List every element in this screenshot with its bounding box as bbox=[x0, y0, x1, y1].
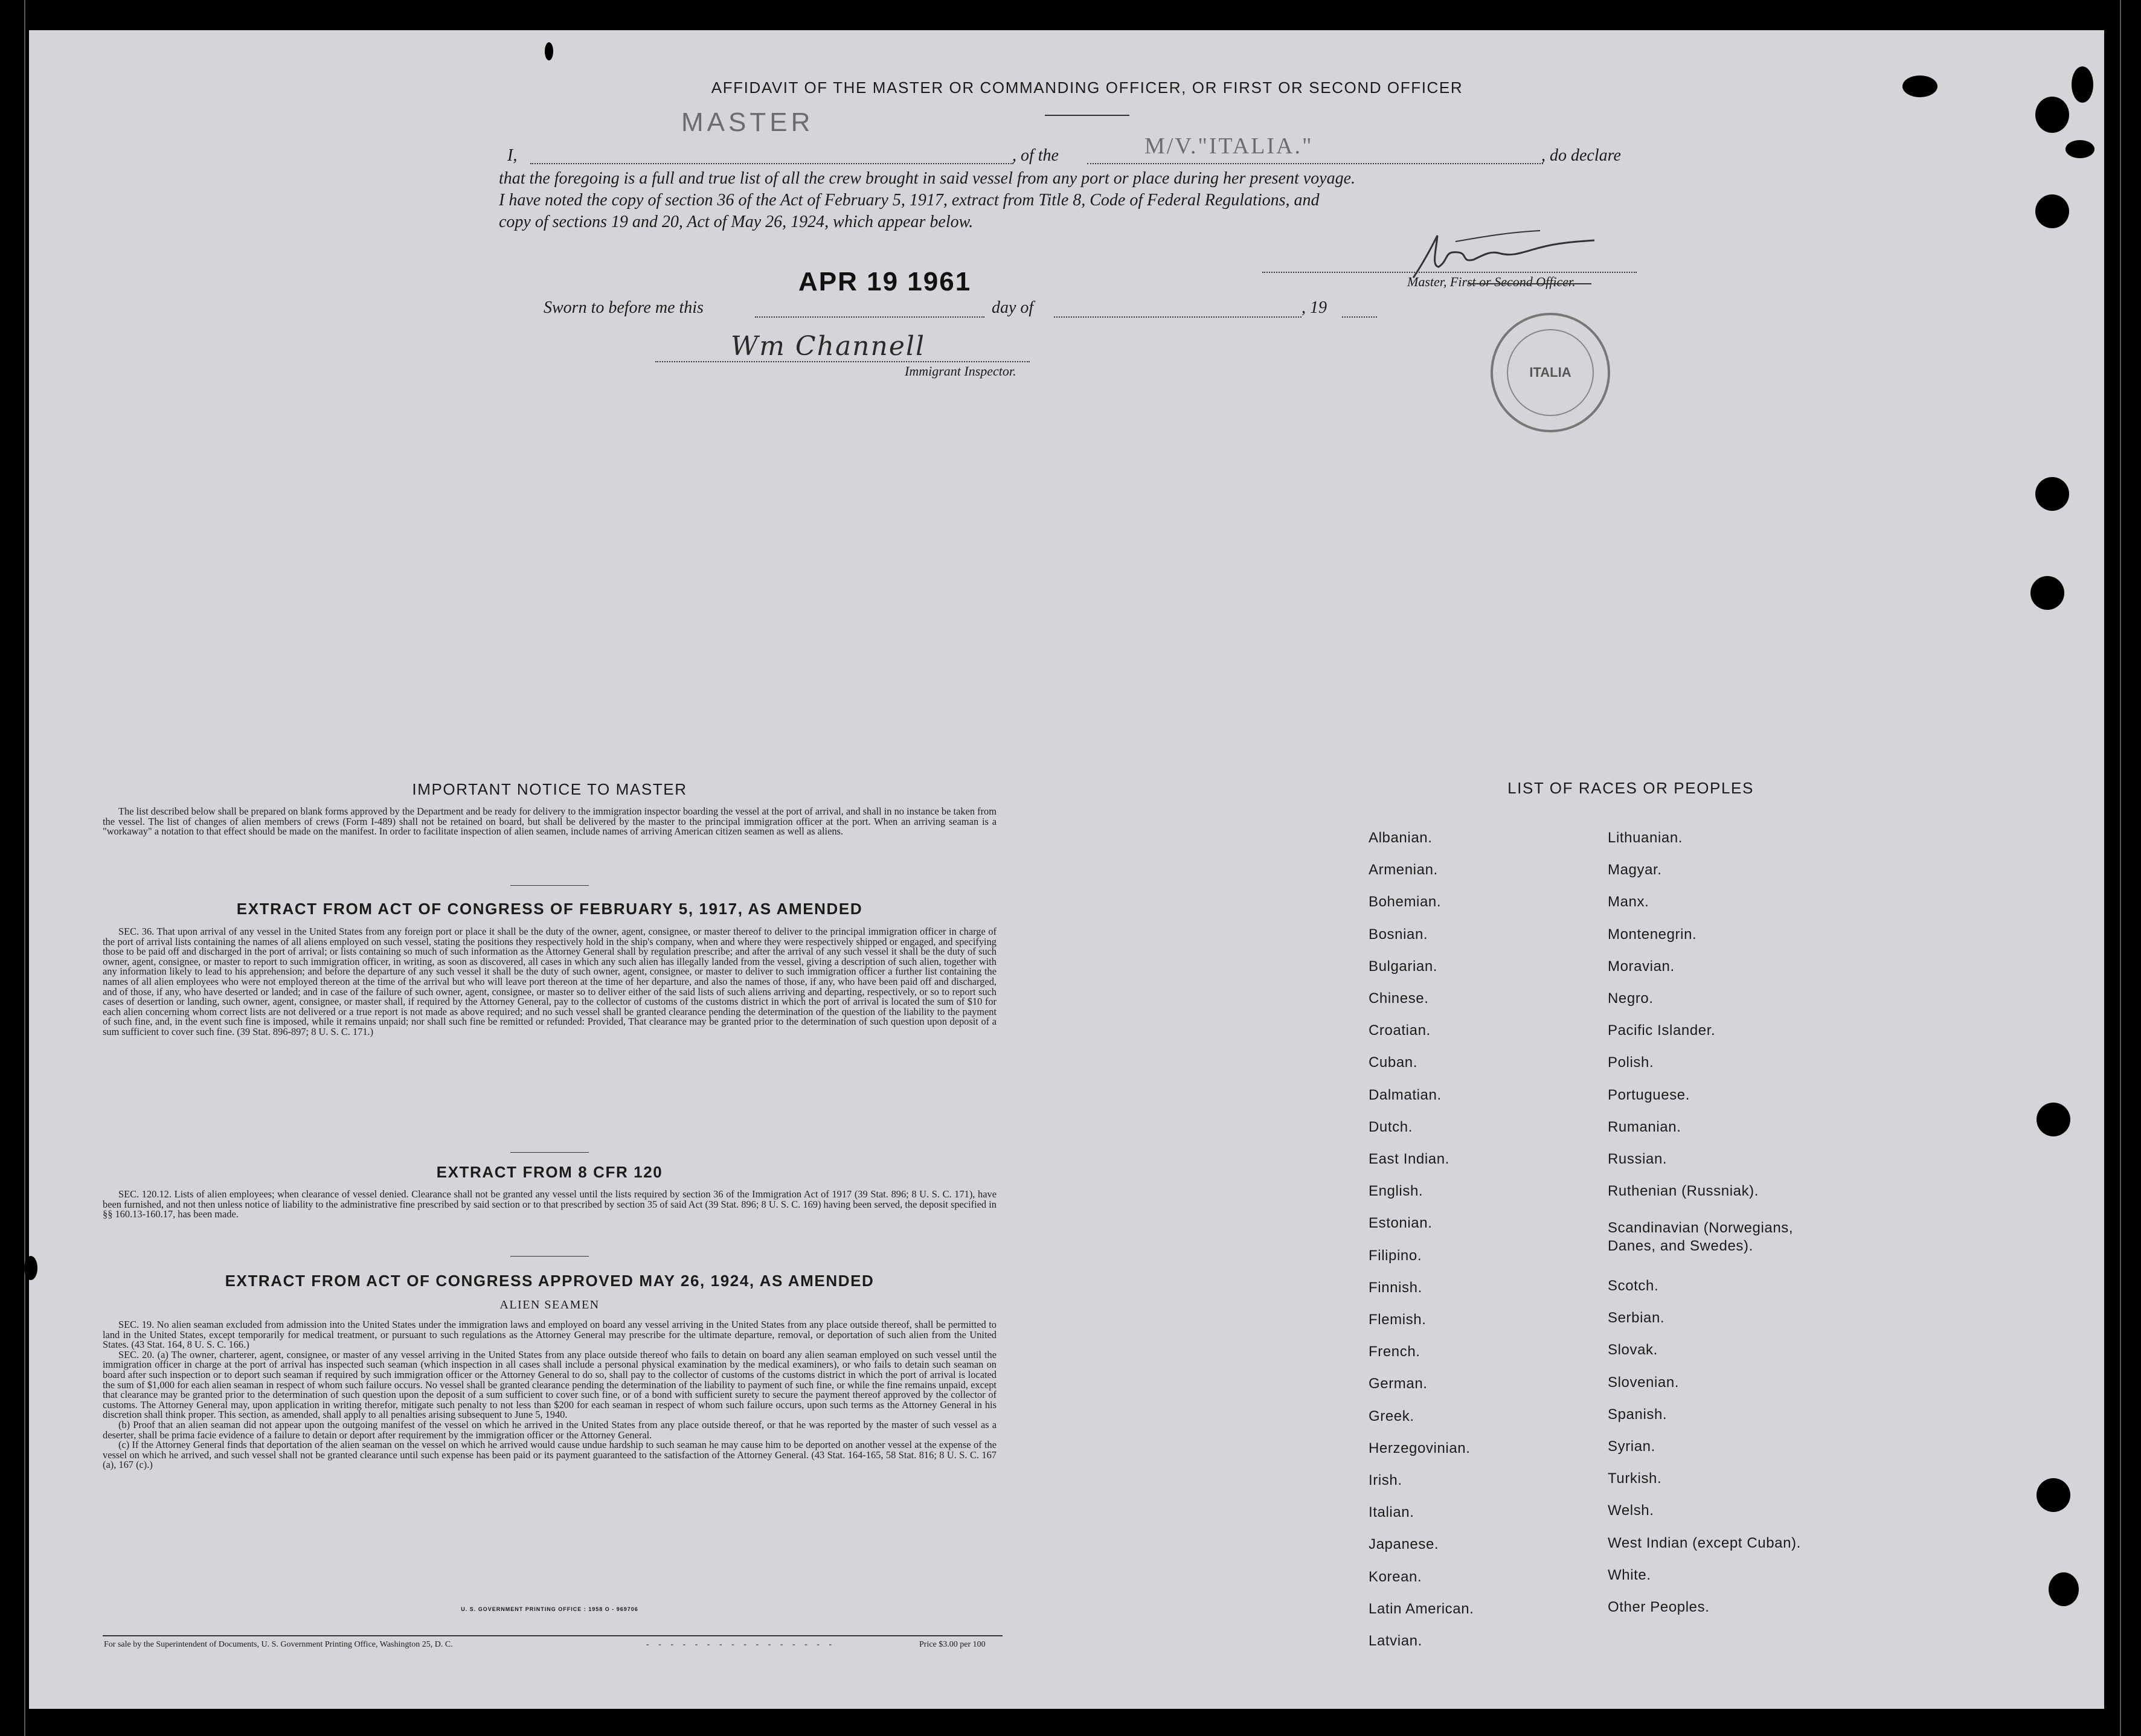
race-entry: Russian. bbox=[1608, 1151, 1668, 1167]
race-entry: Montenegrin. bbox=[1608, 926, 1697, 943]
ship-seal-inner bbox=[1507, 329, 1594, 416]
right-film-edge bbox=[2120, 0, 2121, 1736]
sworn-day-line bbox=[755, 316, 984, 318]
race-entry: Serbian. bbox=[1608, 1310, 1665, 1326]
race-entry: Scandinavian (Norwegians, bbox=[1608, 1220, 1794, 1236]
officer-caption: Master, First or Second Officer. bbox=[1407, 274, 1576, 289]
race-entry: Albanian. bbox=[1369, 830, 1433, 846]
race-entry: White. bbox=[1608, 1567, 1651, 1583]
sworn-label: Sworn to before me this bbox=[544, 298, 704, 317]
race-entry: Dalmatian. bbox=[1369, 1086, 1442, 1103]
title-underline bbox=[1045, 115, 1129, 116]
extract-cfr-body bbox=[103, 1190, 997, 1220]
inspector-caption: Immigrant Inspector. bbox=[905, 364, 1016, 379]
notice-body bbox=[103, 807, 997, 837]
punch-hole bbox=[2030, 576, 2064, 610]
race-entry: French. bbox=[1369, 1344, 1420, 1360]
footer-sale-line: For sale by the Superintendent of Documents, U. S. Government Printing Office, Washington 25, D. C. bbox=[104, 1640, 453, 1649]
year-line bbox=[1342, 316, 1377, 318]
race-entry: Herzegovinian. bbox=[1369, 1440, 1471, 1456]
divider-2 bbox=[510, 1152, 589, 1153]
date-stamp: APR 19 1961 bbox=[798, 267, 972, 296]
punch-hole bbox=[2035, 194, 2069, 228]
extract-1917-paragraph: SEC. 36. That upon arrival of any vessel in the United States from any foreign port or place it shall be the duty of the owner, agent, consignee, or master thereof to deliver to the principal immigration officer in charge of the port of arrival lists containing the names of all aliens employed on such vessel, stating the positions they respectively hold in the ship's company, when and where they were respectively shipped or engaged, and specifying those to be paid off and discharged in the port of arrival; or lists containing so much of such information as the Attorney General shall by regulation prescribe; and after the arrival of any such vessel it shall be the duty of such owner, agent, consignee, or master to report to such immigration officer, in writing, as soon as discovered, all cases in which any such alien has illegally landed from the vessel, giving a description of such alien, together with any information likely to lead to his apprehension; and before the departure of any such vessel it shall be the duty of such owner, agent, consignee, or master to deliver to such immigration officer a further list containing the names of all alien employees who were not employed thereon at the time of the arrival but who will leave port thereon at the time of her departure, and also the names of those, if any, who have been paid off and discharged, and of those, if any, who have deserted or landed; and in case of the failure of such owner, agent, consignee, or master so to deliver either of the said lists of such aliens arriving and departing, respectively, or so to report such cases of desertion or landing, such owner, agent, consignee, or master shall, if required by the Attorney General, pay to the collector of customs of the customs district in which the port of arrival is located the sum of $10 for each alien concerning whom correct lists are not delivered or a true report is not made as above required; and no such vessel shall be granted clearance pending the determination of the question of the liability to the payment of such fine, and, in the event such fine is imposed, while it remains unpaid; nor shall such fine be remitted or refunded: Provided, That clearance may be granted prior to the determination of such question upon deposit of a sum sufficient to cover such fine. (39 Stat. 896-897; 8 U. S. C. 171.) bbox=[103, 926, 997, 1037]
sec-20c-paragraph: (c) If the Attorney General finds that deportation of the alien seaman on the vessel on which he arrived would cause undue hardship to such seaman he may cause him to be deported on another vessel at the expense of the vessel on which he arrived, and such vessel shall not be granted clearance until such expense has been paid or its payment guaranteed to the satisfaction of the Attorney General. (43 Stat. 164-165, 58 Stat. 816; 8 U. S. C. 167 (a), 167 (c).) bbox=[103, 1439, 997, 1471]
race-entry: Armenian. bbox=[1369, 862, 1438, 879]
day-of-label: day of bbox=[992, 298, 1034, 317]
race-entry: Japanese. bbox=[1369, 1536, 1439, 1553]
race-entry: Dutch. bbox=[1369, 1118, 1413, 1135]
race-entry: Scotch. bbox=[1608, 1278, 1659, 1294]
race-entry: Welsh. bbox=[1608, 1502, 1654, 1519]
affidavit-title: AFFIDAVIT OF THE MASTER OR COMMANDING OFFICER, OR FIRST OR SECOND OFFICER bbox=[711, 78, 1463, 97]
race-entry: Croatian. bbox=[1369, 1022, 1431, 1039]
race-entry: Slovenian. bbox=[1608, 1374, 1680, 1391]
race-entry: Syrian. bbox=[1608, 1438, 1655, 1455]
divider-1 bbox=[510, 885, 589, 886]
sec-19-paragraph: SEC. 19. No alien seaman excluded from admission into the United States under the immigration laws and employed on board any vessel arriving in the United States from any place outside thereof, shall be permitted to land in the United States, except temporarily for medical treatment, or pursuant to such regulations as the Attorney General may prescribe for the ultimate departure, removal, or deportation of such alien from the United States. (43 Stat. 164, 8 U. S. C. 166.) bbox=[103, 1319, 997, 1351]
race-entry: Negro. bbox=[1608, 990, 1654, 1007]
punch-hole bbox=[2037, 1103, 2070, 1136]
race-entry: Cuban. bbox=[1369, 1054, 1417, 1071]
footer-price: Price $3.00 per 100 bbox=[919, 1640, 986, 1649]
race-entry: Polish. bbox=[1608, 1054, 1654, 1071]
race-entry: West Indian (except Cuban). bbox=[1608, 1535, 1801, 1551]
race-entry: Estonian. bbox=[1369, 1215, 1433, 1232]
left-film-edge bbox=[24, 0, 25, 1736]
race-entry: Moravian. bbox=[1608, 958, 1675, 975]
extract-cfr-paragraph: SEC. 120.12. Lists of alien employees; when clearance of vessel denied. Clearance shall not be granted any vessel until the lists required by section 36 of the Immigration Act of 1917 (39 Stat. 896; 8 U. S. C. 171), have been furnished, and not then unless notice of liability to the administrative fine prescribed by said section or to that prescribed by section 35 of said Act (39 Stat. 896; 8 U. S. C. 169) having been served, the deposit specified in §§ 160.13-160.17, has been made. bbox=[103, 1188, 997, 1220]
year-label: , 19 bbox=[1302, 298, 1327, 317]
race-entry: Italian. bbox=[1369, 1504, 1414, 1521]
race-entry: Turkish. bbox=[1608, 1470, 1662, 1487]
affidavit-line-4: copy of sections 19 and 20, Act of May 26, 1924, which appear below. bbox=[499, 213, 974, 231]
race-entry: Lithuanian. bbox=[1608, 830, 1683, 846]
vessel-name-stamp: M/V."ITALIA." bbox=[1144, 133, 1314, 159]
officer-caption-strike bbox=[1468, 283, 1591, 284]
races-title: LIST OF RACES OR PEOPLES bbox=[1507, 779, 1754, 797]
vessel-line bbox=[1087, 163, 1543, 164]
edge-blot bbox=[545, 42, 553, 60]
sec-20b-paragraph: (b) Proof that an alien seaman did not appear upon the outgoing manifest of the vessel on which he arrived in the United States from any place outside thereof, or that he was reported by the master of such vessel as a deserter, shall be prima facie evidence of a failure to detain or deport after requirement by the immigration officer or the Attorney General. bbox=[103, 1418, 997, 1441]
race-entry: Spanish. bbox=[1608, 1406, 1668, 1423]
affidavit-line-2: that the foregoing is a full and true list of all the crew brought in said vessel from any port or place during her present voyage. bbox=[499, 169, 1356, 188]
race-entry: Ruthenian (Russniak). bbox=[1608, 1183, 1759, 1199]
race-entry: Rumanian. bbox=[1608, 1119, 1681, 1135]
race-entry: Flemish. bbox=[1369, 1312, 1427, 1328]
race-entry: Filipino. bbox=[1369, 1247, 1422, 1264]
race-entry: Latvian. bbox=[1369, 1633, 1422, 1649]
punch-hole bbox=[2049, 1572, 2079, 1606]
race-entry: Greek. bbox=[1369, 1408, 1414, 1424]
extract-1924-body bbox=[103, 1320, 997, 1470]
gpo-imprint: U. S. GOVERNMENT PRINTING OFFICE : 1958 O - 969706 bbox=[461, 1606, 638, 1612]
race-entry: Portuguese. bbox=[1608, 1087, 1690, 1103]
inspector-signature-line bbox=[655, 361, 1030, 362]
punch-hole bbox=[2072, 66, 2093, 103]
inspector-signature: Wm Channell bbox=[731, 331, 926, 362]
affidavit-of-the: , of the bbox=[1012, 146, 1059, 165]
punch-hole bbox=[2066, 140, 2094, 158]
race-entry: Latin American. bbox=[1369, 1600, 1474, 1617]
race-entry: Bulgarian. bbox=[1369, 958, 1438, 975]
extract-cfr-title: EXTRACT FROM 8 CFR 120 bbox=[436, 1163, 663, 1181]
race-entry: English. bbox=[1369, 1183, 1424, 1200]
notice-paragraph: The list described below shall be prepared on blank forms approved by the Department and be ready for delivery to the immigration inspector boarding the vessel at the port of arrival, and shall in no instance be taken from the vessel. The list of changes of alien members of crews (Form I-489) shall not be retained on board, but shall be delivered by the master to the principal immigration officer at the port. When an arriving seaman is a "workaway" a notation to that effect should be made on the manifest. In order to facilitate inspection of alien seamen, include names of arriving American citizen seamen as well as aliens. bbox=[103, 806, 997, 838]
race-entry: Magyar. bbox=[1608, 862, 1662, 878]
affidavit-line-3: I have noted the copy of section 36 of the Act of February 5, 1917, extract from Title 8, Code of Federal Regulations, and bbox=[499, 191, 1320, 210]
month-line bbox=[1054, 316, 1302, 318]
affidavit-i: I, bbox=[507, 146, 518, 165]
race-entry: Slovak. bbox=[1608, 1342, 1658, 1358]
ship-seal-text: ITALIA bbox=[1529, 365, 1571, 380]
affidavit-do-declare: , do declare bbox=[1541, 146, 1621, 165]
ship-seal bbox=[1491, 313, 1610, 432]
alien-seamen-subtitle: ALIEN SEAMEN bbox=[499, 1298, 600, 1312]
race-entry: German. bbox=[1369, 1376, 1428, 1392]
master-rank-stamp: MASTER bbox=[681, 107, 814, 137]
master-signature-line bbox=[1262, 272, 1637, 273]
race-entry: Irish. bbox=[1369, 1472, 1402, 1488]
race-entry: Pacific Islander. bbox=[1608, 1022, 1716, 1039]
race-entry: Other Peoples. bbox=[1608, 1599, 1710, 1615]
race-entry: Bosnian. bbox=[1369, 926, 1428, 943]
race-entry: Danes, and Swedes). bbox=[1608, 1238, 1753, 1254]
footer-leader: - - - - - - - - - - - - - - - - bbox=[646, 1640, 836, 1649]
race-entry: Finnish. bbox=[1369, 1279, 1422, 1296]
punch-hole bbox=[1902, 75, 1937, 97]
divider-3 bbox=[510, 1256, 589, 1257]
edge-blot bbox=[24, 1256, 37, 1280]
sec-20a-paragraph: SEC. 20. (a) The owner, charterer, agent, consignee, or master of any vessel arriving in the United States from any place outside thereof who fails to detain on board any alien seaman employed on such vessel until the immigration officer in charge at the port of arrival has inspected such seaman (which inspection in all cases shall include a personal physical examination by the medical examiners), or who fails to detain such seaman on board after such inspection or to deport such seaman if required by such immigration officer or the Attorney General to do so, shall pay to the collector of customs of the customs district in which the port of arrival is located the sum of $1,000 for each alien seaman in respect of whom such failure occurs. No vessel shall be granted clearance pending the determination of the liability to payment of such fine, or while the fine remains unpaid, except that clearance may be granted prior to the determination of such question upon the deposit of a sum sufficient to cover such fine, or of a bond with sufficient surety to secure the payment thereof approved by the collector of customs. The Attorney General may, upon application in writing therefor, mitigate such penalty to not less than $200 for each seaman in respect of whom such failure occurs, upon such terms as the Attorney General in his discretion shall think proper. This section, as amended, shall apply to all penalties arising subsequent to June 5, 1940. bbox=[103, 1348, 997, 1421]
punch-hole bbox=[2035, 477, 2069, 511]
footer-rule bbox=[103, 1635, 1003, 1636]
name-line bbox=[530, 163, 1013, 164]
extract-1917-body bbox=[103, 927, 997, 1037]
punch-hole bbox=[2035, 97, 2069, 133]
notice-title: IMPORTANT NOTICE TO MASTER bbox=[412, 780, 687, 798]
race-entry: Manx. bbox=[1608, 894, 1649, 910]
race-entry: Chinese. bbox=[1369, 990, 1429, 1007]
punch-hole bbox=[2037, 1478, 2070, 1512]
extract-1924-title: EXTRACT FROM ACT OF CONGRESS APPROVED MAY 26, 1924, AS AMENDED bbox=[225, 1272, 875, 1290]
extract-1917-title: EXTRACT FROM ACT OF CONGRESS OF FEBRUARY 5, 1917, AS AMENDED bbox=[236, 900, 863, 918]
race-entry: Bohemian. bbox=[1369, 894, 1442, 911]
race-entry: Korean. bbox=[1369, 1568, 1422, 1585]
race-entry: East Indian. bbox=[1369, 1151, 1449, 1167]
